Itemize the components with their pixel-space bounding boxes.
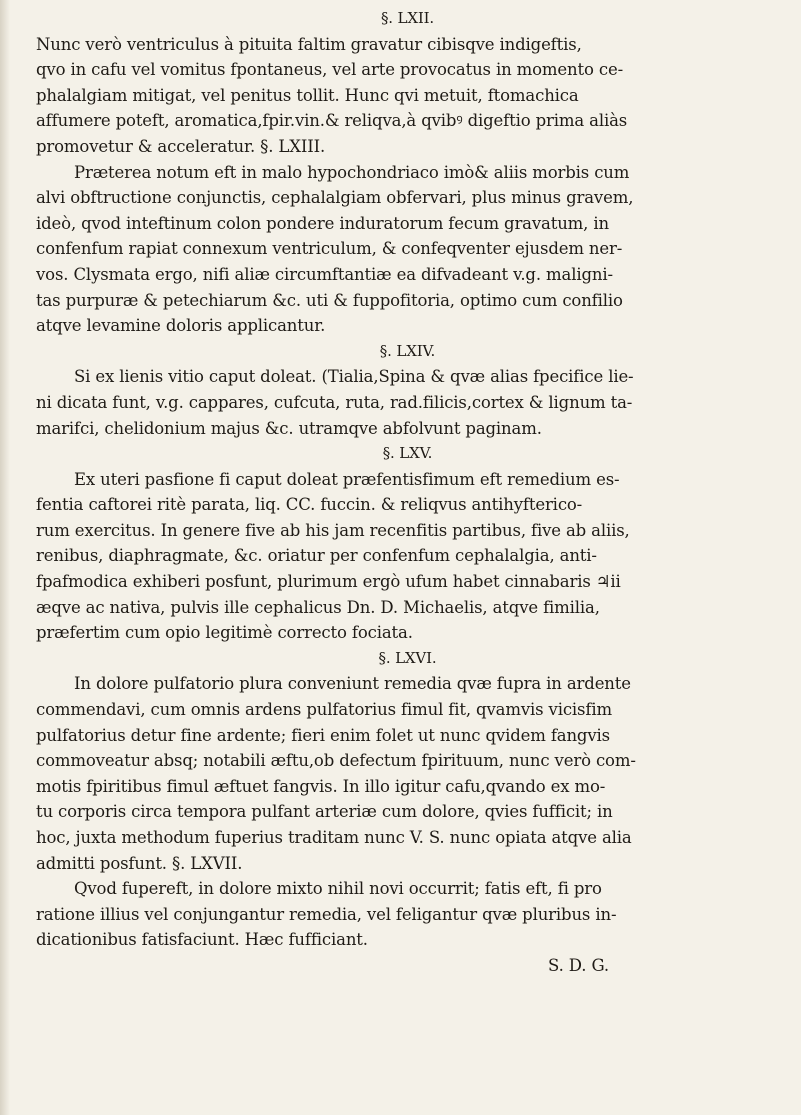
section-heading: §. LXII. [380, 9, 435, 27]
page-spine-shadow [0, 0, 10, 1115]
text-line: admitti posfunt. §. LXVII. [36, 853, 243, 873]
text-line: fpafmodica exhiberi posfunt, plurimum ergò ufum habet cinnabaris ♃ii [36, 572, 621, 592]
text-line: dicationibus fatisfaciunt. Hæc fufficiant. [36, 930, 368, 950]
section-heading: §. LXVI. [378, 648, 437, 667]
text-line: marifci, chelidonium majus &c. utramqve abfolvunt paginam. [36, 418, 542, 438]
text-line: renibus, diaphragmate, &c. oriatur per confenfum cephalalgia, anti- [36, 546, 597, 566]
text-line: vos. Clysmata ergo, nifi aliæ circumftantiæ ea difvadeant v.g. maligni- [36, 264, 613, 284]
text-line: æqve ac nativa, pulvis ille cephalicus Dn. D. Michaelis, atqve fimilia, [36, 597, 600, 617]
closing-motto: S. D. G. [548, 955, 609, 975]
text-line: commoveatur absq; notabili æftu,ob defectum fpirituum, nunc verò com- [36, 751, 636, 771]
text-line: confenfum rapiat connexum ventriculum, & confeqventer ejusdem ner- [36, 239, 623, 259]
text-line: alvi obftructione conjunctis, cephalalgiam obfervari, plus minus gravem, [36, 188, 634, 208]
text-line: hoc, juxta methodum fuperius traditam nunc V. S. nunc opiata atqve alia [36, 828, 632, 847]
text-line: tu corporis circa tempora pulfant arteriæ cum dolore, qvies fufficit; in [36, 802, 613, 822]
text-line: Si ex lienis vitio caput doleat. (Tialia,Spina & qvæ alias fpecifice lie- [74, 367, 634, 387]
text-line: præfertim cum opio legitimè correcto fociata. [36, 623, 413, 643]
text-line: Præterea notum eft in malo hypochondriaco imò& aliis morbis cum [74, 162, 630, 182]
text-line: fentia caftorei ritè parata, liq. CC. fuccin. & reliqvus antihyfterico- [36, 495, 583, 515]
text-line: atqve levamine doloris applicantur. [36, 316, 326, 336]
text-line: commendavi, cum omnis ardens pulfatorius fimul fit, qvamvis vicisfim [36, 700, 612, 720]
text-line: ni dicata funt, v.g. cappares, cufcuta, ruta, rad.filicis,cortex & lignum ta- [36, 392, 633, 412]
text-line: qvo in cafu vel vomitus fpontaneus, vel arte provocatus in momento ce- [36, 60, 624, 80]
text-line: Qvod fupereft, in dolore mixto nihil novi occurrit; fatis eft, fi pro [74, 879, 602, 899]
text-line: phalalgiam mitigat, vel penitus tollit. Hunc qvi metuit, ftomachica [36, 85, 579, 105]
text-line: promovetur & acceleratur. §. LXIII. [36, 136, 326, 156]
section-heading: §. LXIV. [379, 341, 436, 360]
text-line: Nunc verò ventriculus à pituita faltim gravatur cibisqve indigeftis, [36, 34, 582, 54]
section-heading: §. LXV. [382, 444, 433, 463]
text-line: affumere poteft, aromatica,fpir.vin.& reliqva,à qvibꝰ digeftio prima aliàs [36, 111, 628, 131]
text-line: ratione illius vel conjungantur remedia, vel feligantur qvæ pluribus in- [36, 904, 617, 924]
text-line: motis fpiritibus fimul æftuet fangvis. In illo igitur cafu,qvando ex mo- [36, 776, 606, 796]
text-line: pulfatorius detur fine ardente; fieri enim folet ut nunc qvidem fangvis [36, 725, 610, 745]
text-line: rum exercitus. In genere five ab his jam recenfitis partibus, five ab aliis, [36, 520, 630, 540]
text-line: In dolore pulfatorio plura conveniunt remedia qvæ fupra in ardente [74, 674, 631, 694]
text-line: ideò, qvod inteftinum colon pondere induratorum fecum gravatum, in [36, 213, 609, 233]
text-line: Ex uteri pasfione fi caput doleat præfentisfimum eft remedium es- [74, 469, 620, 489]
text-line: tas purpuræ & petechiarum &c. uti & fuppofitoria, optimo cum confilio [36, 290, 623, 310]
